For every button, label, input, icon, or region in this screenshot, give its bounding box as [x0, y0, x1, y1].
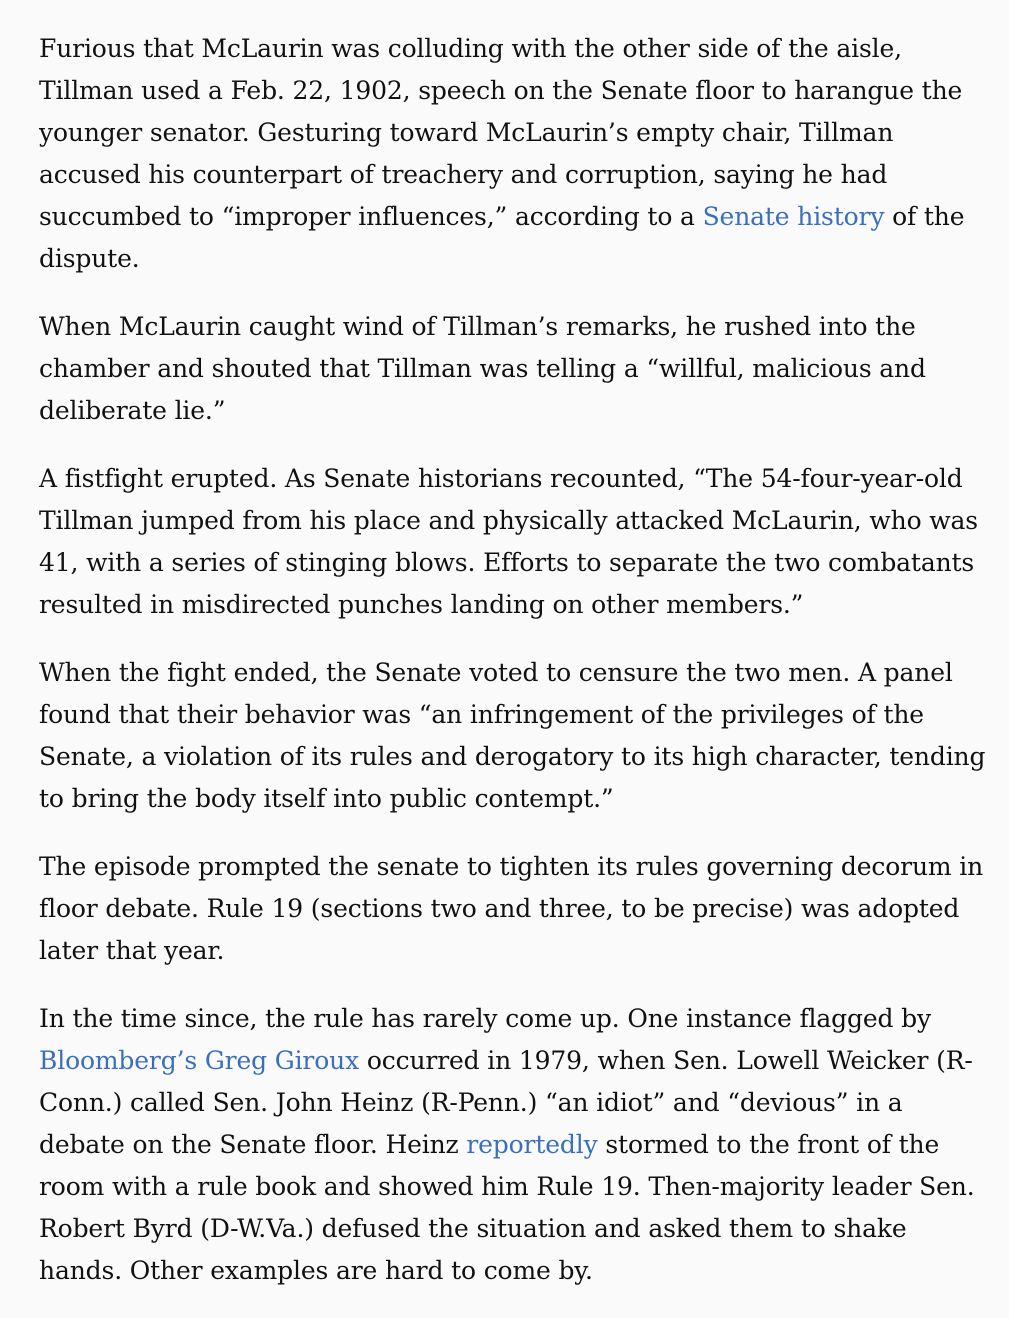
paragraph-6	[39, 998, 989, 1292]
text-span: When the fight ended, the Senate voted to censure the two men. A panel found that their behavior was “an infringement of the privileges of the Senate, a violation of its rules and derogatory to its high character, tending to bring the body itself into public contempt.”	[39, 658, 986, 813]
paragraph-2	[39, 306, 989, 432]
paragraph-3	[39, 458, 989, 626]
bloomberg-greg-giroux-link[interactable]: Bloomberg’s Greg Giroux	[39, 1046, 360, 1075]
article-body	[39, 28, 989, 1318]
paragraph-5	[39, 846, 989, 972]
senate-history-link[interactable]: Senate history	[702, 202, 885, 231]
text-span: stormed to the front of the room with a rule book and showed him Rule 19. Then-majority leader Sen. Robert Byrd (D-W.Va.) defused the situation and asked them to shake hands. Other examples are hard to come by.	[39, 1130, 975, 1285]
text-span: In the time since, the rule has rarely come up. One instance flagged by	[39, 1004, 931, 1033]
text-span: A fistfight erupted. As Senate historians recounted, “The 54-four-year-old Tillman jumped from his place and physically attacked McLaurin, who was 41, with a series of stinging blows. Efforts to separate the two combatants resulted in misdirected punches landing on other members.”	[39, 464, 978, 619]
text-span: of the dispute.	[39, 202, 965, 273]
paragraph-1	[39, 28, 989, 280]
text-span: The episode prompted the senate to tighten its rules governing decorum in floor debate. Rule 19 (sections two and three, to be precise) was adopted later that year.	[39, 852, 984, 965]
text-span: Furious that McLaurin was colluding with the other side of the aisle, Tillman used a Feb. 22, 1902, speech on the Senate floor to harangue the younger senator. Gesturing toward McLaurin’s empty chair, Tillman accused his counterpart of treachery and corruption, saying he had succumbed to “improper influences,” according to a	[39, 34, 963, 231]
reportedly-link[interactable]: reportedly	[466, 1130, 598, 1159]
text-span: occurred in 1979, when Sen. Lowell Weicker (R-Conn.) called Sen. John Heinz (R-Penn.) “an idiot” and “devious” in a debate on the Senate floor. Heinz	[39, 1046, 973, 1159]
paragraph-4	[39, 652, 989, 820]
text-span: When McLaurin caught wind of Tillman’s remarks, he rushed into the chamber and shouted that Tillman was telling a “willful, malicious and deliberate lie.”	[39, 312, 926, 425]
